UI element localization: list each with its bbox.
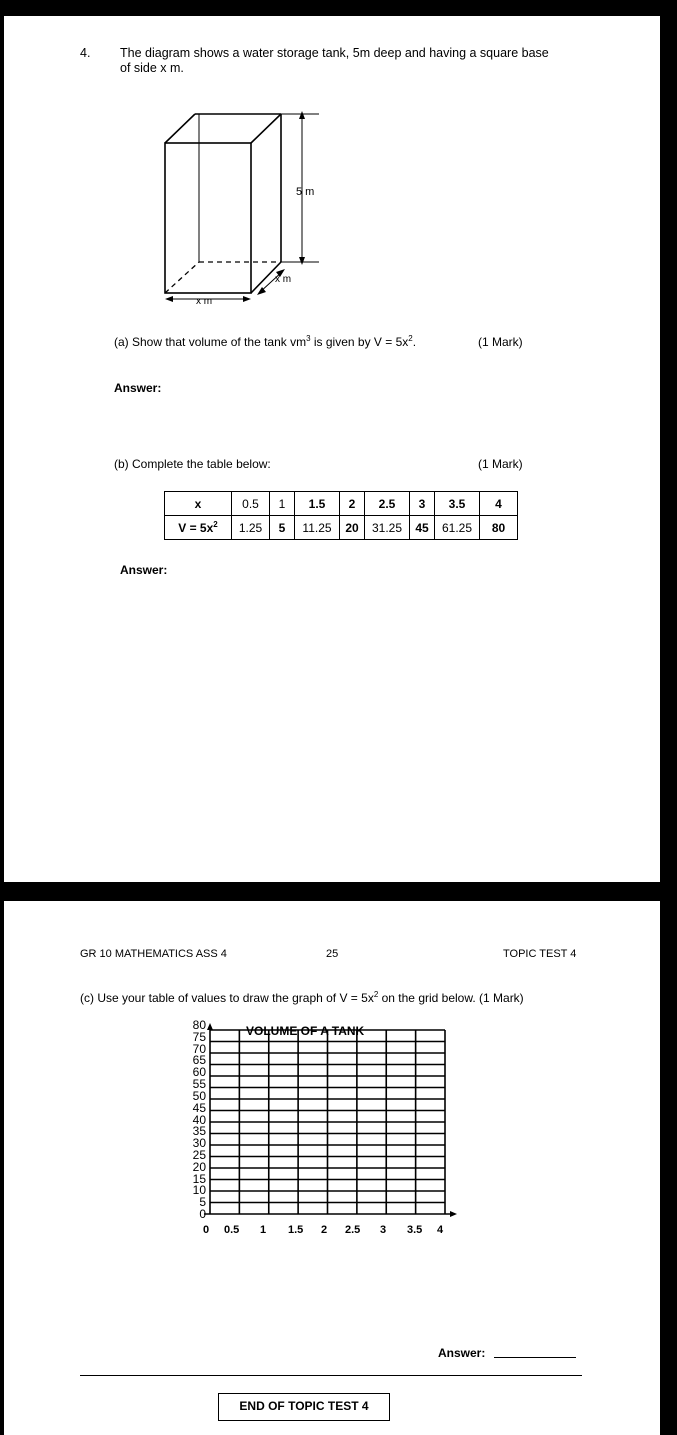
y-tick-label: 65	[192, 1053, 206, 1068]
x-tick-label: 3	[380, 1224, 387, 1236]
y-tick-label: 70	[192, 1041, 206, 1056]
table-header-x: x	[165, 492, 232, 516]
table-cell: 45	[410, 516, 435, 540]
page-number: 25	[326, 948, 339, 960]
table-cell: 1.5	[295, 492, 340, 516]
table-cell: 31.25	[365, 516, 410, 540]
answer-line[interactable]	[494, 1357, 576, 1358]
y-tick-label: 50	[192, 1088, 206, 1103]
graph-grid	[194, 1016, 464, 1231]
table-cell: 4	[480, 492, 518, 516]
y-tick-label: 55	[192, 1077, 206, 1092]
question-number: 4.	[80, 46, 91, 60]
table-cell: 1	[270, 492, 295, 516]
footer-divider	[80, 1375, 582, 1376]
part-a-answer-label: Answer:	[114, 381, 162, 395]
table-cell: 20	[340, 516, 365, 540]
y-tick-label: 5	[199, 1195, 206, 1210]
end-box: END OF TOPIC TEST 4	[218, 1393, 390, 1421]
x-tick-label: 4	[437, 1224, 444, 1236]
tank-diagram	[159, 106, 329, 316]
table-header-v: $V = 5x^2$	[165, 516, 232, 540]
table-cell: 5	[270, 516, 295, 540]
table-cell: 61.25	[435, 516, 480, 540]
y-tick-label: 80	[192, 1018, 206, 1032]
x-tick-label: 1	[260, 1224, 267, 1236]
part-a-text: (a) Show that volume of the tank $vm^3$ is given by $V = 5x^2$.	[114, 334, 417, 349]
x-tick-label: 2	[321, 1224, 328, 1236]
values-table	[164, 491, 518, 540]
part-a-marks: (1 Mark)	[478, 335, 523, 349]
question-text-line2: of side x m.	[120, 61, 184, 75]
x-tick-label: 0.5	[224, 1224, 240, 1236]
part-b-marks: (1 Mark)	[478, 457, 523, 471]
table-cell: 80	[480, 516, 518, 540]
table-row-v	[165, 516, 518, 540]
table-cell: 3.5	[435, 492, 480, 516]
height-label: 5 m	[296, 186, 315, 198]
table-cell: 2.5	[365, 492, 410, 516]
question-text-line1: The diagram shows a water storage tank, 5m deep and having a square base	[120, 46, 549, 60]
y-tick-label: 10	[192, 1183, 206, 1198]
table-row-x	[165, 492, 518, 516]
y-tick-label: 35	[192, 1124, 206, 1139]
side-label-bottom: x m	[196, 296, 213, 307]
y-tick-label: 75	[192, 1029, 206, 1044]
y-tick-label: 25	[192, 1147, 206, 1162]
y-tick-label: 45	[192, 1100, 206, 1115]
part-c-text: (c) Use your table of values to draw the graph of $V = 5x^2$ on the grid below. (1 Mark)	[80, 990, 524, 1005]
side-label-right: x m	[275, 274, 292, 285]
x-axis-arrow	[450, 1211, 457, 1217]
y-axis-arrow	[207, 1023, 213, 1030]
y-tick-label: 30	[192, 1136, 206, 1151]
header-left: GR 10 MATHEMATICS ASS 4	[80, 948, 227, 960]
table-cell: 3	[410, 492, 435, 516]
x-tick-label: 2.5	[345, 1224, 361, 1236]
y-tick-label: 15	[192, 1171, 206, 1186]
y-tick-label: 60	[192, 1065, 206, 1080]
table-cell: 1.25	[232, 516, 270, 540]
answer-label-c: Answer:	[438, 1346, 486, 1360]
worksheet-page-2	[4, 901, 660, 1435]
table-cell: 0.5	[232, 492, 270, 516]
worksheet-page-1	[4, 16, 660, 882]
x-tick-label: 3.5	[407, 1224, 423, 1236]
y-tick-label: 20	[192, 1159, 206, 1174]
part-b-text: (b) Complete the table below:	[114, 457, 271, 471]
table-cell: 11.25	[295, 516, 340, 540]
table-cell: 2	[340, 492, 365, 516]
x-tick-label: 1.5	[288, 1224, 304, 1236]
header-right: TOPIC TEST 4	[503, 948, 577, 960]
y-tick-label: 40	[192, 1112, 206, 1127]
part-b-answer-label: Answer:	[120, 563, 168, 577]
x-tick-label: 0	[203, 1224, 210, 1236]
chart-title: VOLUME OF A TANK	[246, 1024, 365, 1038]
y-tick-label: 0	[199, 1207, 206, 1221]
